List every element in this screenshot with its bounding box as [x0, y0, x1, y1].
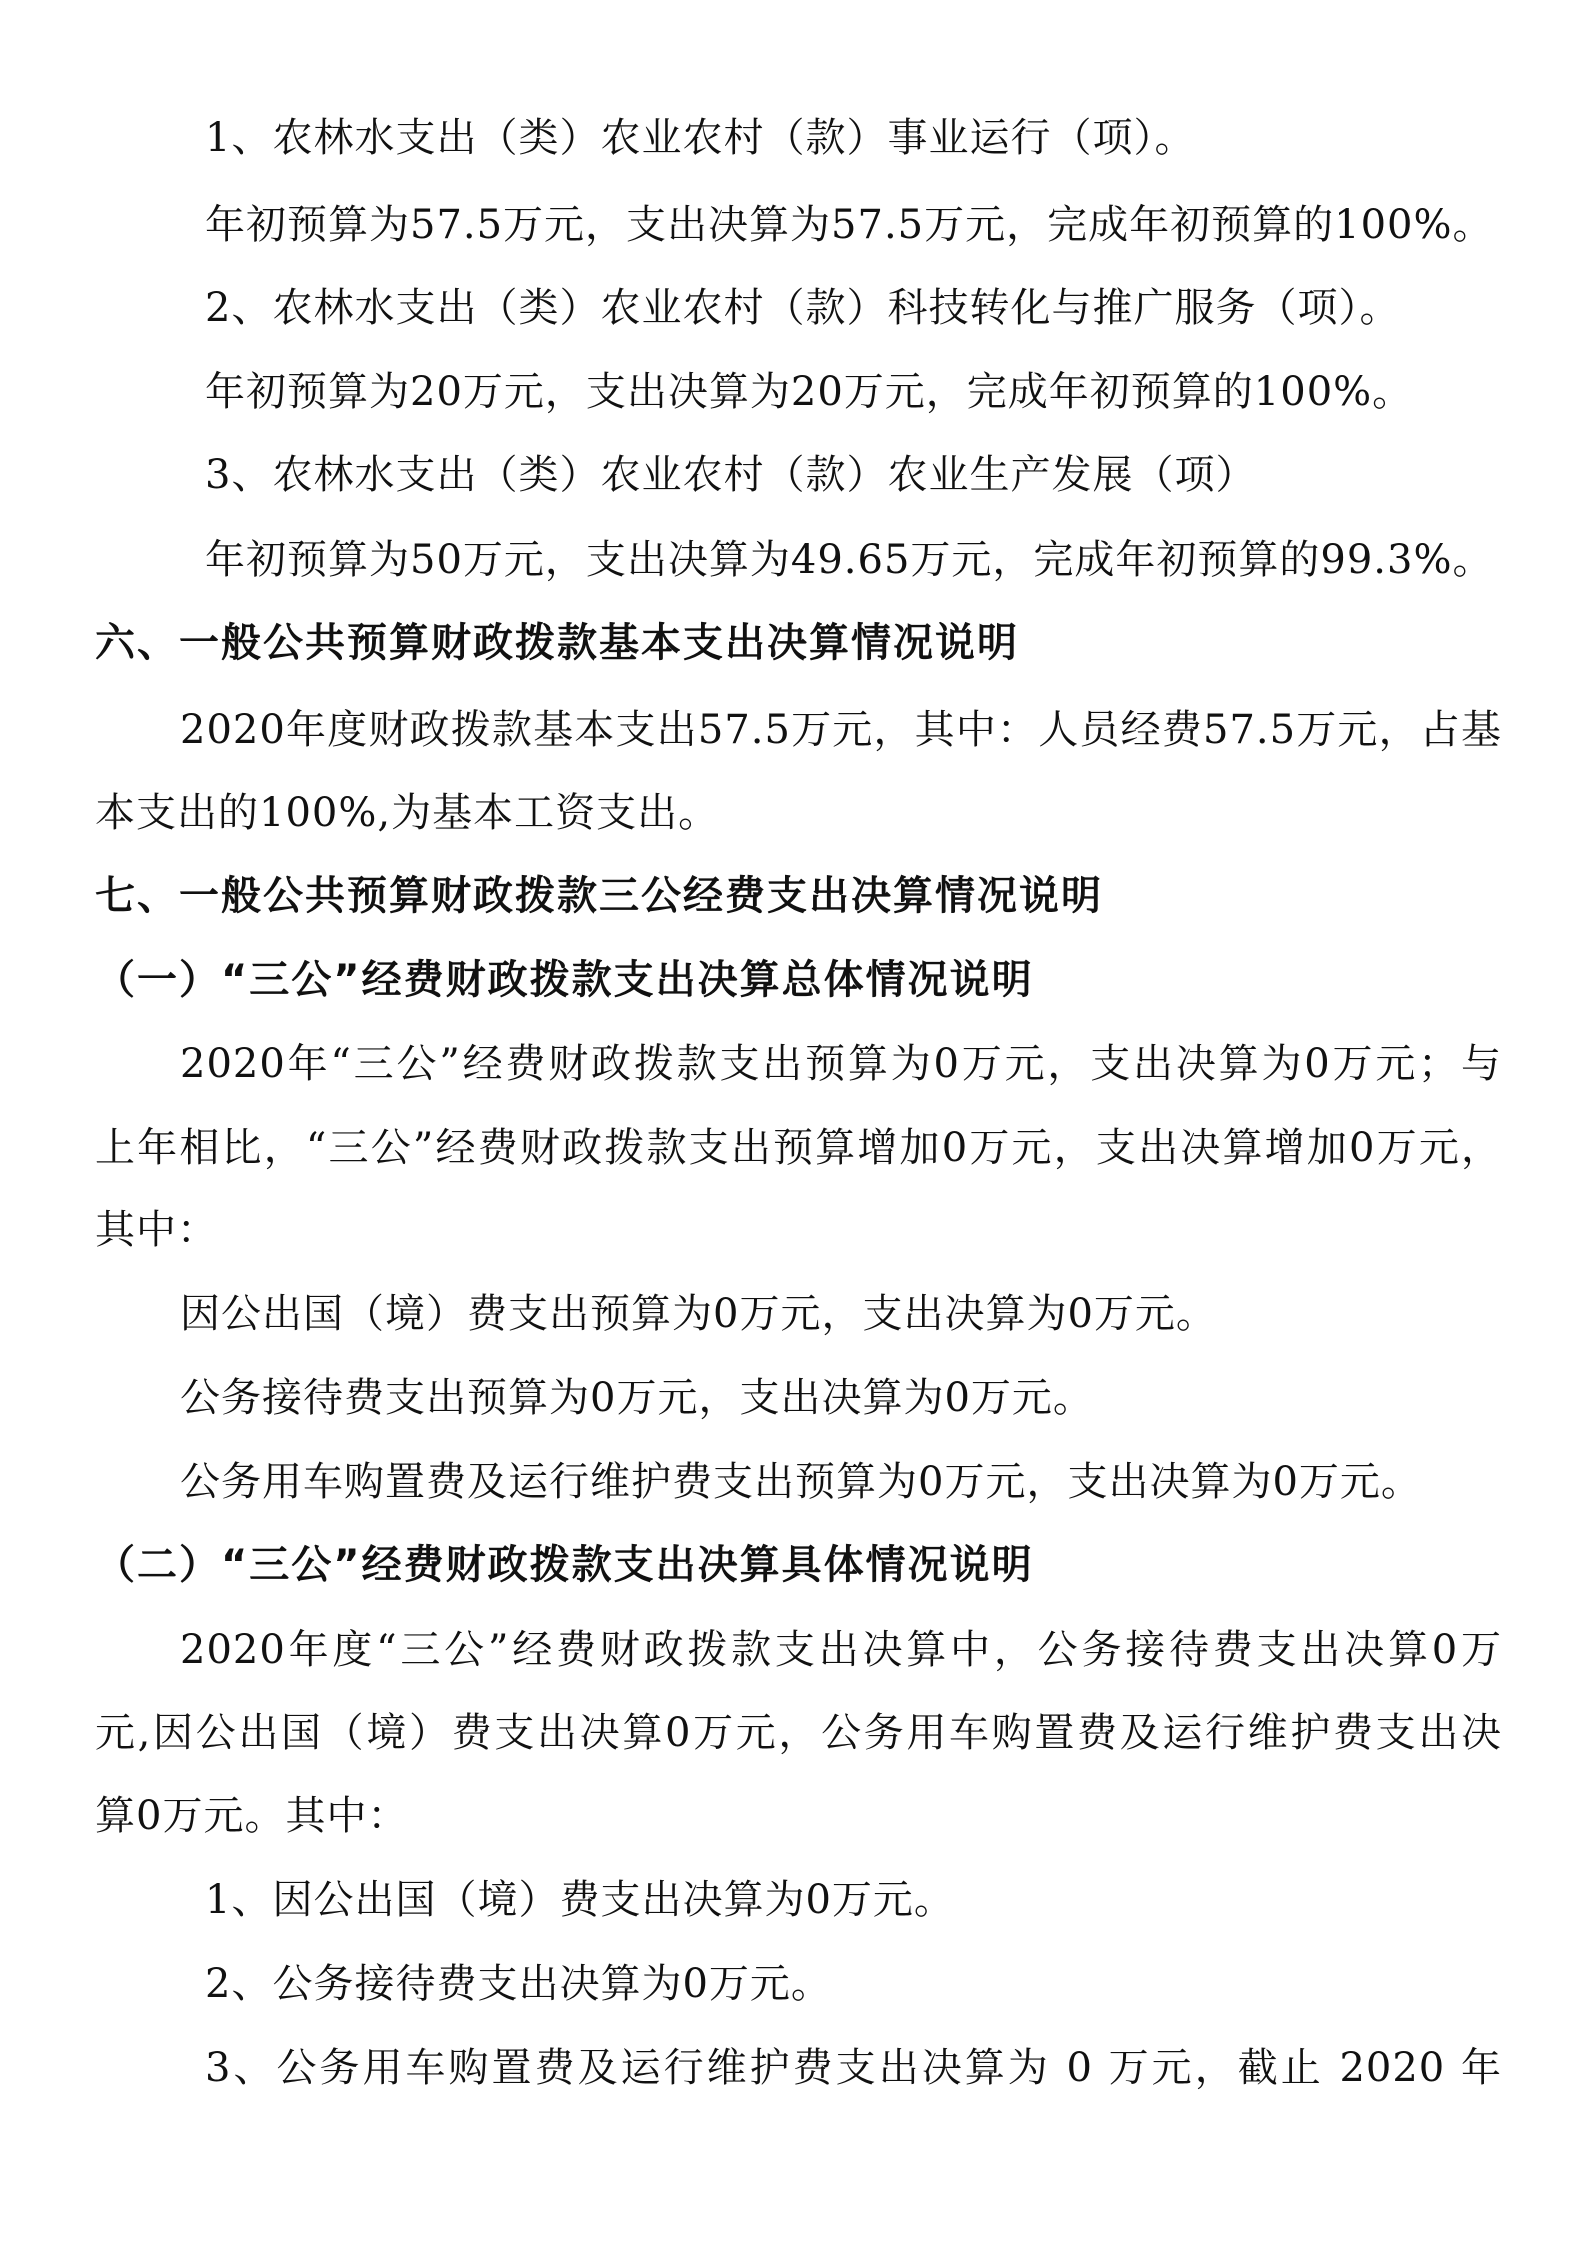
section-6-paragraph-line-1: 2020年度财政拨款基本支出57.5万元，其中：人员经费57.5万元，占基 [180, 707, 1502, 753]
section-6-paragraph-line-2: 本支出的100%,为基本工资支出。 [95, 790, 720, 836]
subsection-1-paragraph-line-1: 2020年“三公”经费财政拨款支出预算为0万元，支出决算为0万元；与 [180, 1041, 1502, 1087]
detail-item-1: 1、因公出国（境）费支出决算为0万元。 [205, 1877, 955, 1923]
budget-item-3-detail: 年初预算为50万元，支出决算为49.65万元，完成年初预算的99.3%。 [205, 537, 1494, 583]
subsection-2-paragraph-line-2: 元,因公出国（境）费支出决算0万元，公务用车购置费及运行维护费支出决 [95, 1710, 1502, 1756]
budget-item-1-title: 1、农林水支出（类）农业农村（款）事业运行（项）。 [205, 115, 1196, 161]
subsection-1-heading: （一）“三公”经费财政拨款支出决算总体情况说明 [95, 957, 1034, 1003]
subsection-2-paragraph-line-3: 算0万元。其中： [95, 1793, 409, 1839]
budget-item-3-title: 3、农林水支出（类）农业农村（款）农业生产发展（项） [205, 452, 1257, 498]
vehicle-expense-line: 公务用车购置费及运行维护费支出预算为0万元，支出决算为0万元。 [180, 1459, 1422, 1505]
subsection-1-paragraph-line-2: 上年相比，“三公”经费财政拨款支出预算增加0万元，支出决算增加0万元， [95, 1125, 1502, 1171]
subsection-2-paragraph-line-1: 2020年度“三公”经费财政拨款支出决算中，公务接待费支出决算0万 [180, 1627, 1502, 1673]
budget-item-1-detail: 年初预算为57.5万元，支出决算为57.5万元，完成年初预算的100%。 [205, 202, 1494, 248]
reception-expense-line: 公务接待费支出预算为0万元，支出决算为0万元。 [180, 1375, 1094, 1421]
detail-item-3: 3、公务用车购置费及运行维护费支出决算为 0 万元，截止 2020 年 [205, 2045, 1502, 2091]
detail-item-2: 2、公务接待费支出决算为0万元。 [205, 1961, 832, 2007]
section-7-heading: 七、一般公共预算财政拨款三公经费支出决算情况说明 [95, 873, 1103, 919]
subsection-1-paragraph-line-3: 其中： [95, 1207, 218, 1253]
section-6-heading: 六、一般公共预算财政拨款基本支出决算情况说明 [95, 620, 1019, 666]
subsection-2-heading: （二）“三公”经费财政拨款支出决算具体情况说明 [95, 1542, 1034, 1588]
overseas-expense-line: 因公出国（境）费支出预算为0万元，支出决算为0万元。 [180, 1291, 1217, 1337]
budget-item-2-title: 2、农林水支出（类）农业农村（款）科技转化与推广服务（项）。 [205, 285, 1401, 331]
budget-item-2-detail: 年初预算为20万元，支出决算为20万元，完成年初预算的100%。 [205, 369, 1414, 415]
